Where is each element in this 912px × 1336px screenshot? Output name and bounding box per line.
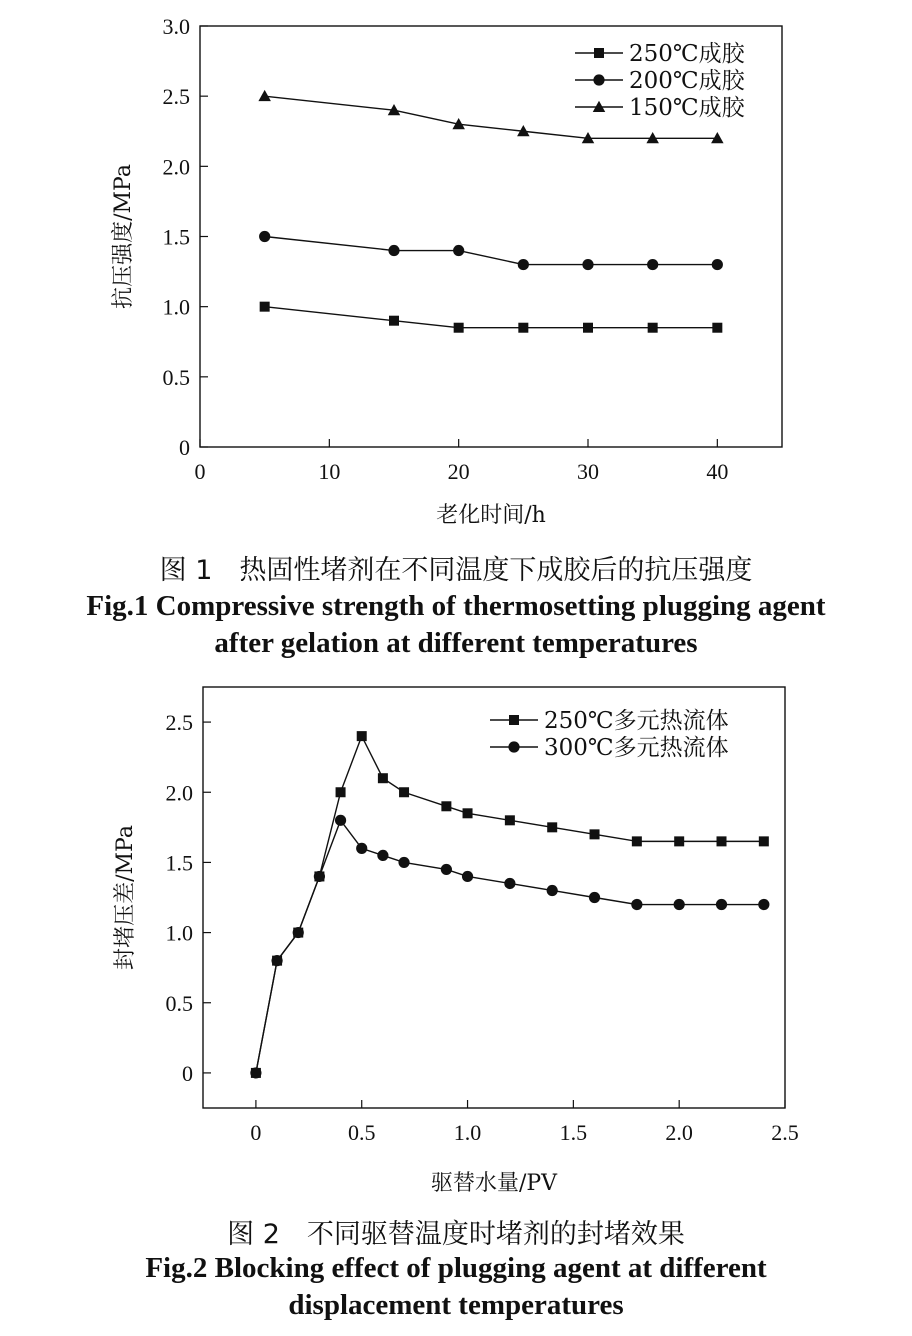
data-point: [712, 259, 723, 270]
y-tick-label: 2.5: [162, 84, 190, 110]
legend-label: 250℃成胶: [629, 41, 745, 67]
x-tick-label: 10: [318, 459, 341, 484]
y-tick-label: 2.0: [165, 780, 193, 806]
data-point: [582, 259, 593, 270]
legend-label: 300℃多元热流体: [544, 735, 729, 761]
series-line: [256, 820, 764, 1073]
figure-1-caption-en-line1: Fig.1 Compressive strength of thermosetting plugging agent: [86, 590, 826, 622]
figure-1-caption-en-line2: after gelation at different temperatures: [214, 627, 698, 659]
x-tick-label: 0: [250, 1120, 262, 1145]
y-tick-label: 0.5: [162, 364, 190, 390]
y-tick-label: 0: [179, 435, 190, 460]
y-tick-label: 2.5: [165, 710, 193, 736]
x-tick-label: 1.5: [559, 1120, 588, 1145]
figure-1-caption-cn: 图 1 热固性堵剂在不同温度下成胶后的抗压强度: [159, 555, 753, 586]
x-tick-label: 2.0: [665, 1120, 693, 1145]
y-axis-label: 抗压强度/MPa: [111, 164, 136, 309]
data-point: [356, 843, 367, 854]
legend-label: 200℃成胶: [629, 68, 745, 94]
data-point: [441, 801, 451, 811]
y-tick-label: 2.0: [162, 154, 190, 180]
data-point: [759, 836, 769, 846]
x-tick-label: 2.5: [771, 1120, 799, 1145]
x-axis-label: 老化时间/h: [436, 503, 546, 528]
figure-2-caption-en-line2: displacement temperatures: [288, 1289, 624, 1321]
data-point: [441, 864, 452, 875]
data-point: [399, 787, 409, 797]
figure-2-chart: [0, 670, 912, 1200]
data-point: [462, 871, 473, 882]
data-point: [547, 822, 557, 832]
x-tick-label: 0: [194, 459, 206, 484]
y-tick-label: 1.5: [162, 224, 190, 250]
data-point: [389, 316, 399, 326]
data-point: [258, 90, 271, 101]
x-tick-label: 30: [577, 459, 599, 484]
data-point: [674, 899, 685, 910]
legend-marker: [594, 48, 604, 58]
data-point: [631, 899, 642, 910]
y-axis-label: 封堵压差/MPa: [113, 825, 138, 970]
data-point: [589, 892, 600, 903]
y-tick-label: 1.5: [165, 850, 193, 876]
legend-marker: [508, 741, 519, 752]
legend-label: 250℃多元热流体: [544, 708, 729, 734]
data-point: [716, 899, 727, 910]
figure-2-caption-cn: 图 2 不同驱替温度时堵剂的封堵效果: [227, 1219, 685, 1250]
data-point: [648, 323, 658, 333]
legend-marker: [593, 74, 604, 85]
x-tick-label: 0.5: [347, 1120, 376, 1145]
data-point: [336, 787, 346, 797]
x-axis-label: 驱替水量/PV: [430, 1171, 558, 1196]
x-tick-label: 1.0: [453, 1120, 482, 1145]
data-point: [717, 836, 727, 846]
y-tick-label: 0: [182, 1060, 193, 1086]
x-tick-label: 40: [706, 459, 729, 484]
data-point: [453, 245, 464, 256]
data-point: [378, 773, 388, 783]
data-point: [712, 323, 722, 333]
data-point: [398, 857, 409, 868]
y-tick-label: 1.0: [162, 294, 190, 320]
figure-2-caption-en-line1: Fig.2 Blocking effect of plugging agent at different: [145, 1252, 767, 1284]
data-point: [647, 259, 658, 270]
data-point: [463, 808, 473, 818]
data-point: [674, 836, 684, 846]
data-point: [260, 302, 270, 312]
data-point: [454, 323, 464, 333]
data-point: [357, 731, 367, 741]
legend-marker: [509, 715, 519, 725]
data-point: [518, 259, 529, 270]
data-point: [335, 815, 346, 826]
data-point: [758, 899, 769, 910]
data-point: [547, 885, 558, 896]
data-point: [293, 927, 304, 938]
data-point: [632, 836, 642, 846]
data-point: [504, 878, 515, 889]
y-tick-label: 1.0: [165, 920, 193, 946]
data-point: [259, 231, 270, 242]
data-point: [590, 829, 600, 839]
data-point: [388, 245, 399, 256]
legend-label: 150℃成胶: [629, 95, 745, 121]
data-point: [583, 323, 593, 333]
data-point: [271, 955, 282, 966]
x-tick-label: 20: [447, 459, 470, 484]
data-point: [250, 1067, 261, 1078]
data-point: [505, 815, 515, 825]
y-tick-label: 3.0: [162, 14, 190, 39]
data-point: [518, 323, 528, 333]
figure-1-chart: [0, 0, 912, 540]
data-point: [377, 850, 388, 861]
data-point: [314, 871, 325, 882]
y-tick-label: 0.5: [165, 990, 193, 1016]
